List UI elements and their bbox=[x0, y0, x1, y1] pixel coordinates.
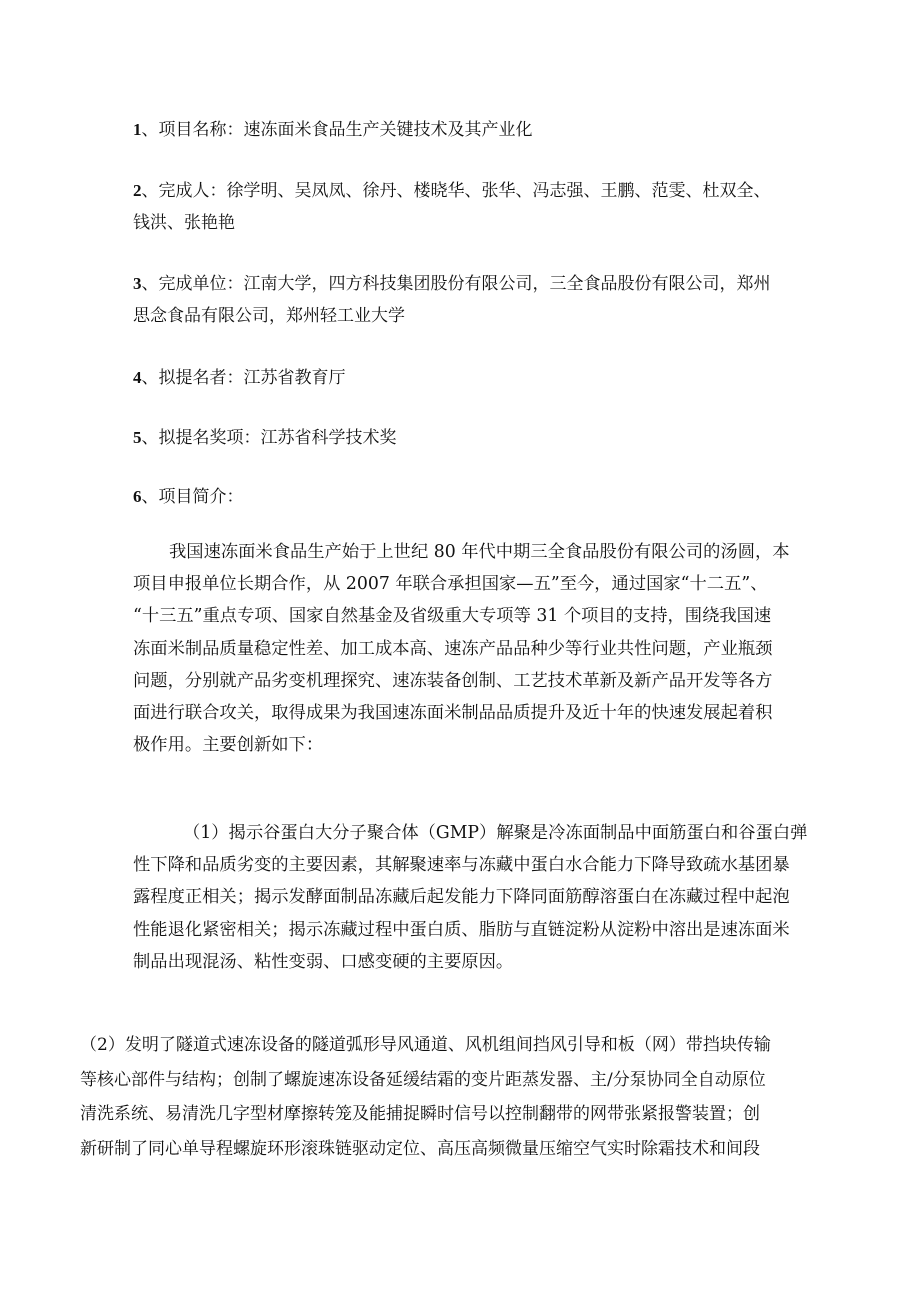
field-number: 5 bbox=[133, 428, 142, 447]
field-value-continued: 思念食品有限公司，郑州轻工业大学 bbox=[133, 306, 405, 326]
field-number: 6 bbox=[133, 487, 142, 506]
field-label: 项目简介： bbox=[158, 487, 244, 507]
innovation-2-paragraph bbox=[80, 1028, 850, 1166]
field-label: 完成人： bbox=[158, 181, 227, 201]
paragraph-line: （2）发明了隧道式速冻设备的隧道弧形导风通道、风机组间挡风引导和板（网）带挡块传输 bbox=[80, 1035, 771, 1055]
innovation-1-paragraph bbox=[133, 817, 853, 978]
paragraph-line: 面进行联合攻关，取得成果为我国速冻面米制品品质提升及近十年的快速发展起着积 bbox=[133, 703, 773, 724]
field-award bbox=[133, 422, 843, 454]
paragraph-line: 制品出现混汤、粘性变弱、口感变硬的主要原因。 bbox=[133, 951, 514, 972]
paragraph-line: 我国速冻面米食品生产始于上世纪 80 年代中期三全食品股份有限公司的汤圆，本 bbox=[169, 542, 790, 562]
field-separator: 、 bbox=[141, 120, 159, 140]
paragraph-line: 新研制了同心单导程螺旋环形滚珠链驱动定位、高压高频微量压缩空气实时除霜技术和间段 bbox=[80, 1138, 760, 1159]
field-value: 徐学明、吴凤凤、徐丹、楼晓华、张华、冯志强、王鹏、范雯、杜双全、 bbox=[226, 181, 771, 201]
paragraph-line: 性能退化紧密相关；揭示冻藏过程中蛋白质、脂肪与直链淀粉从淀粉中溶出是速冻面米 bbox=[133, 919, 790, 940]
paragraph-line: 清洗系统、易清洗几字型材摩擦转笼及能捕捉瞬时信号以控制翻带的网带张紧报警装置；创 bbox=[80, 1104, 760, 1124]
field-units bbox=[133, 268, 843, 332]
field-project-name bbox=[133, 114, 843, 146]
paragraph-line: （1）揭示谷蛋白大分子聚合体（GMP）解聚是冷冻面制品中面筋蛋白和谷蛋白弹 bbox=[183, 823, 808, 843]
field-separator: 、 bbox=[141, 487, 159, 507]
field-value: 江苏省教育厅 bbox=[243, 368, 346, 388]
field-value: 江南大学，四方科技集团股份有限公司，三全食品股份有限公司，郑州 bbox=[243, 274, 771, 294]
field-separator: 、 bbox=[141, 181, 159, 201]
paragraph-line: 项目申报单位长期合作，从 2007 年联合承担国家—五”至今，通过国家“十二五”、 bbox=[133, 574, 768, 595]
paragraph-line: 问题，分别就产品劣变机理探究、速冻装备创制、工艺技术革新及新产品开发等各方 bbox=[133, 670, 773, 691]
field-value-continued: 钱洪、张艳艳 bbox=[133, 213, 235, 233]
field-line bbox=[133, 481, 843, 513]
paragraph-line: 冻面米制品质量稳定性差、加工成本高、速冻产品品种少等行业共性问题，产业瓶颈 bbox=[133, 638, 773, 659]
paragraph-line: 露程度正相关；揭示发酵面制品冻藏后起发能力下降同面筋醇溶蛋白在冻藏过程中起泡 bbox=[133, 887, 790, 908]
field-line bbox=[133, 362, 843, 394]
field-number: 4 bbox=[133, 368, 142, 387]
field-separator: 、 bbox=[141, 428, 159, 448]
field-separator: 、 bbox=[141, 368, 159, 388]
intro-paragraph bbox=[133, 536, 853, 761]
field-contributors bbox=[133, 175, 843, 239]
field-summary-heading bbox=[133, 481, 843, 513]
field-line bbox=[133, 114, 843, 146]
field-number: 3 bbox=[133, 274, 142, 293]
paragraph-line: “十三五”重点专项、国家自然基金及省级重大专项等 31 个项目的支持，围绕我国速 bbox=[133, 606, 772, 627]
paragraph-line: 性下降和品质劣变的主要因素，其解聚速率与冻藏中蛋白水合能力下降导致疏水基团暴 bbox=[133, 855, 790, 876]
field-value: 速冻面米食品生产关键技术及其产业化 bbox=[243, 120, 533, 140]
field-number: 1 bbox=[133, 120, 142, 139]
field-nominator bbox=[133, 362, 843, 394]
field-label: 拟提名奖项： bbox=[158, 428, 261, 448]
field-line bbox=[133, 422, 843, 454]
field-number: 2 bbox=[133, 181, 142, 200]
field-line bbox=[133, 268, 843, 300]
paragraph-line: 等核心部件与结构；创制了螺旋速冻设备延缓结霜的变片距蒸发器、主/分泵协同全自动原位 bbox=[80, 1069, 766, 1090]
field-label: 项目名称： bbox=[158, 120, 244, 140]
paragraph-line: 极作用。主要创新如下： bbox=[133, 735, 324, 756]
field-label: 完成单位： bbox=[158, 274, 244, 294]
field-line bbox=[133, 175, 843, 207]
field-separator: 、 bbox=[141, 274, 159, 294]
field-label: 拟提名者： bbox=[158, 368, 244, 388]
field-value: 江苏省科学技术奖 bbox=[260, 428, 397, 448]
